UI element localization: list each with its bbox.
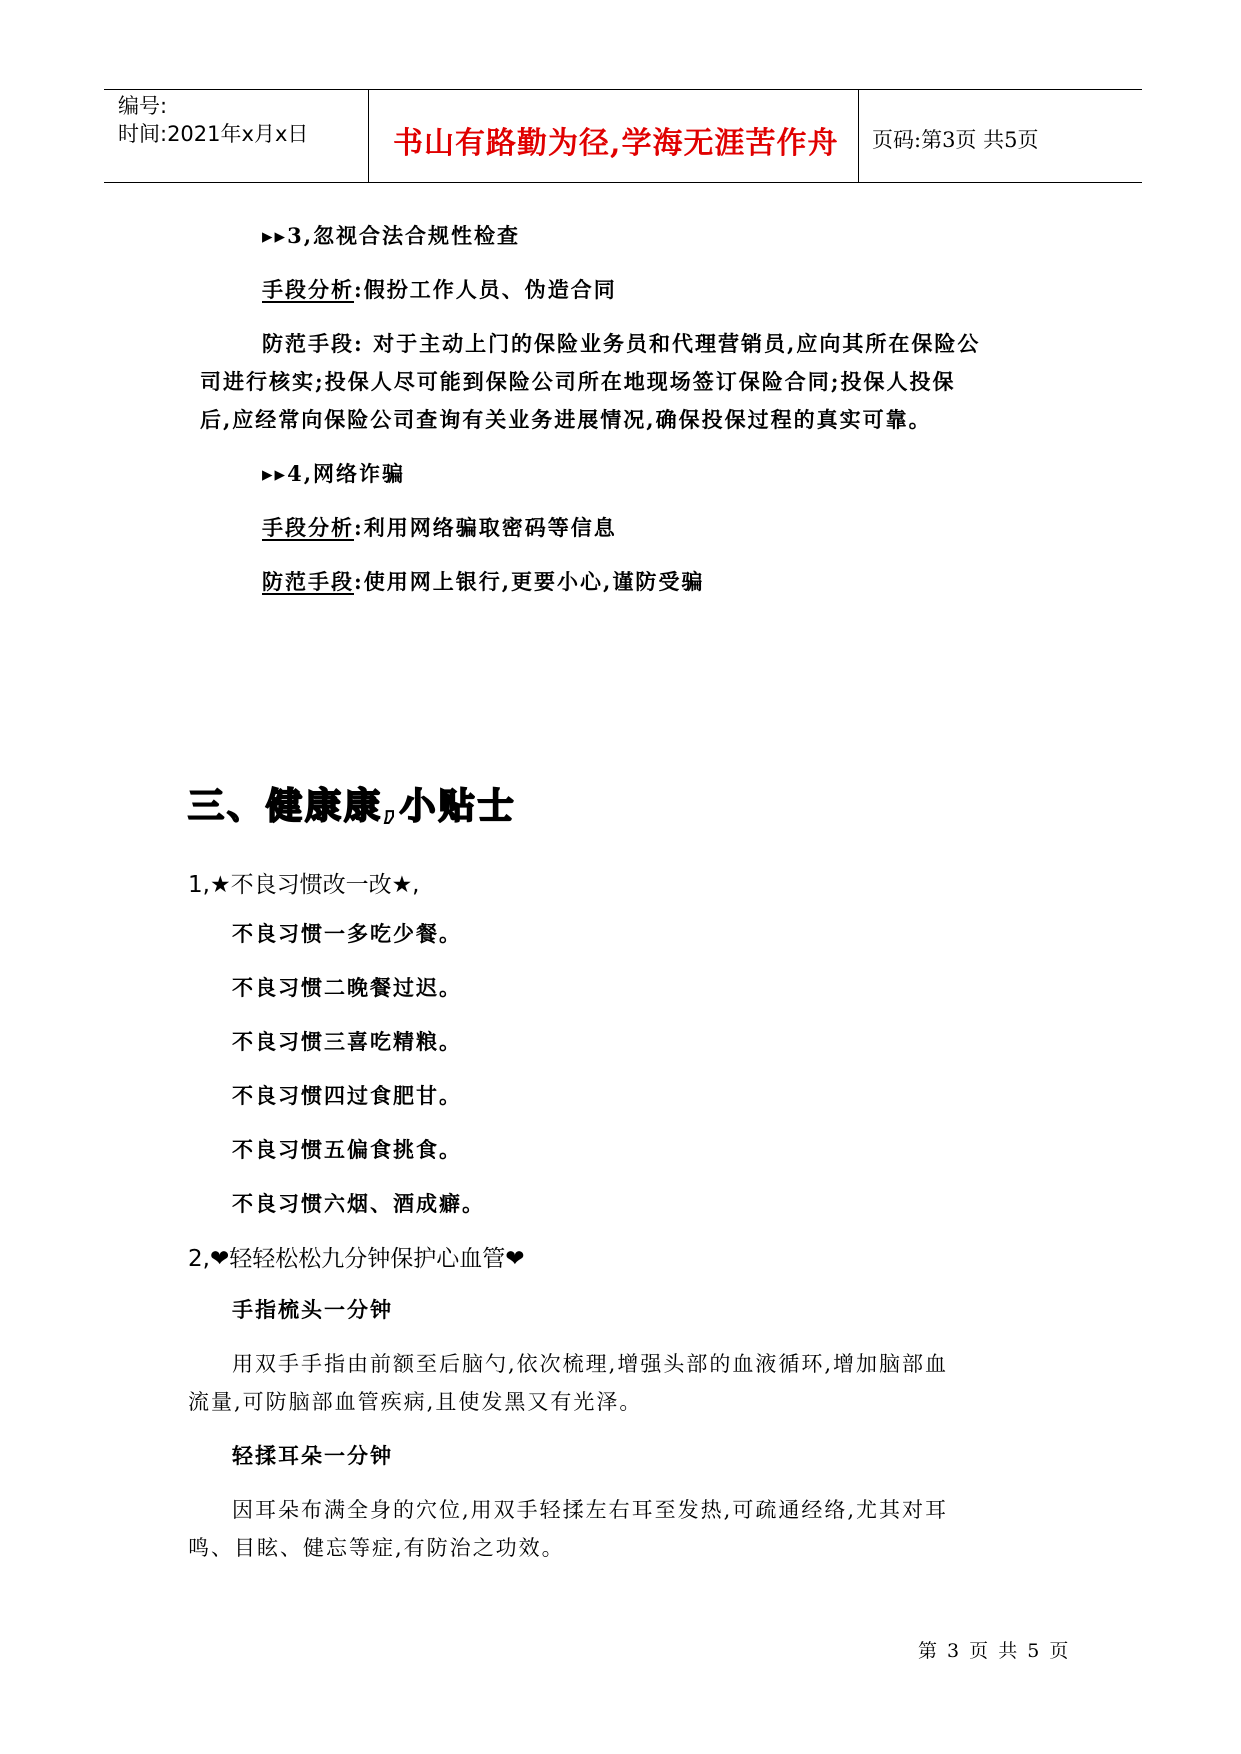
scam4-analysis [262, 512, 617, 542]
scam3-analysis-label: 手段分析 [262, 277, 354, 302]
scam3-prevent-label: 防范手段 [262, 331, 354, 356]
scam3-prevent-line3: 后,应经常向保险公司查询有关业务进展情况,确保投保过程的真实可靠。 [200, 407, 932, 432]
heart-sub1-line1: 用双手手指由前额至后脑勺,依次梳理,增强头部的血液循环,增加脑部血 [232, 1352, 949, 1376]
habit-item: 不良习惯五偏食挑食。 [232, 1137, 462, 1162]
header-motto: 书山有路勤为径,学海无涯苦作舟 [393, 126, 839, 161]
header-top-rule [104, 89, 1142, 90]
heart-sub2-title: 轻揉耳朵一分钟 [232, 1443, 393, 1468]
scam3-prevent-line1 [262, 328, 980, 358]
header-divider-right [858, 89, 859, 183]
scam4-prevent [262, 566, 704, 596]
habit-item: 不良习惯三喜吃精粮。 [232, 1029, 462, 1054]
scam4-analysis-label: 手段分析 [262, 515, 354, 540]
habit-item: 不良习惯四过食肥甘。 [232, 1083, 462, 1108]
header-serial-label: 编号: [118, 94, 168, 118]
scam4-prevent-text: :使用网上银行,更要小心,谨防受骗 [354, 569, 705, 594]
heart-sub2-line1: 因耳朵布满全身的穴位,用双手轻揉左右耳至发热,可疏通经络,尤其对耳 [232, 1498, 949, 1522]
habit-item: 不良习惯六烟、酒成癖。 [232, 1191, 485, 1216]
scam4-analysis-text: :利用网络骗取密码等信息 [354, 515, 617, 540]
header-page-code: 页码:第3页 共5页 [872, 128, 1039, 152]
header-divider-left [368, 89, 369, 183]
header-time-label: 时间:2021年x月x日 [118, 122, 309, 146]
scam3-prevent-text: : 对于主动上门的保险业务员和代理营销员,应向其所在保险公 [354, 331, 981, 356]
heart-sub1-line2: 流量,可防脑部血管疾病,且使发黑又有光泽。 [188, 1390, 643, 1414]
heart-sub2-line2: 鸣、目眩、健忘等症,有防治之功效。 [188, 1536, 565, 1560]
habit-item: 不良习惯一多吃少餐。 [232, 921, 462, 946]
habits-heading: 1,★不良习惯改一改★, [188, 872, 420, 898]
scam3-prevent-line2: 司进行核实;投保人尽可能到保险公司所在地现场签订保险合同;投保人投保 [200, 369, 956, 394]
scam3-analysis-text: :假扮工作人员、伪造合同 [354, 277, 617, 302]
scam4-title: ▸▸4,网络诈骗 [262, 461, 406, 486]
habit-item: 不良习惯二晚餐过迟。 [232, 975, 462, 1000]
section-title: 三、健康康,小贴士 [188, 786, 517, 827]
heart-sub1-title: 手指梳头一分钟 [232, 1297, 393, 1322]
header-bottom-rule [104, 182, 1142, 183]
page-footer: 第 3 页 共 5 页 [918, 1640, 1071, 1662]
scam3-title: ▸▸3,忽视合法合规性检查 [262, 223, 521, 248]
scam4-prevent-label: 防范手段 [262, 569, 354, 594]
heart-heading: 2,❤轻轻松松九分钟保护心血管❤ [188, 1246, 525, 1272]
scam3-analysis [262, 274, 617, 304]
